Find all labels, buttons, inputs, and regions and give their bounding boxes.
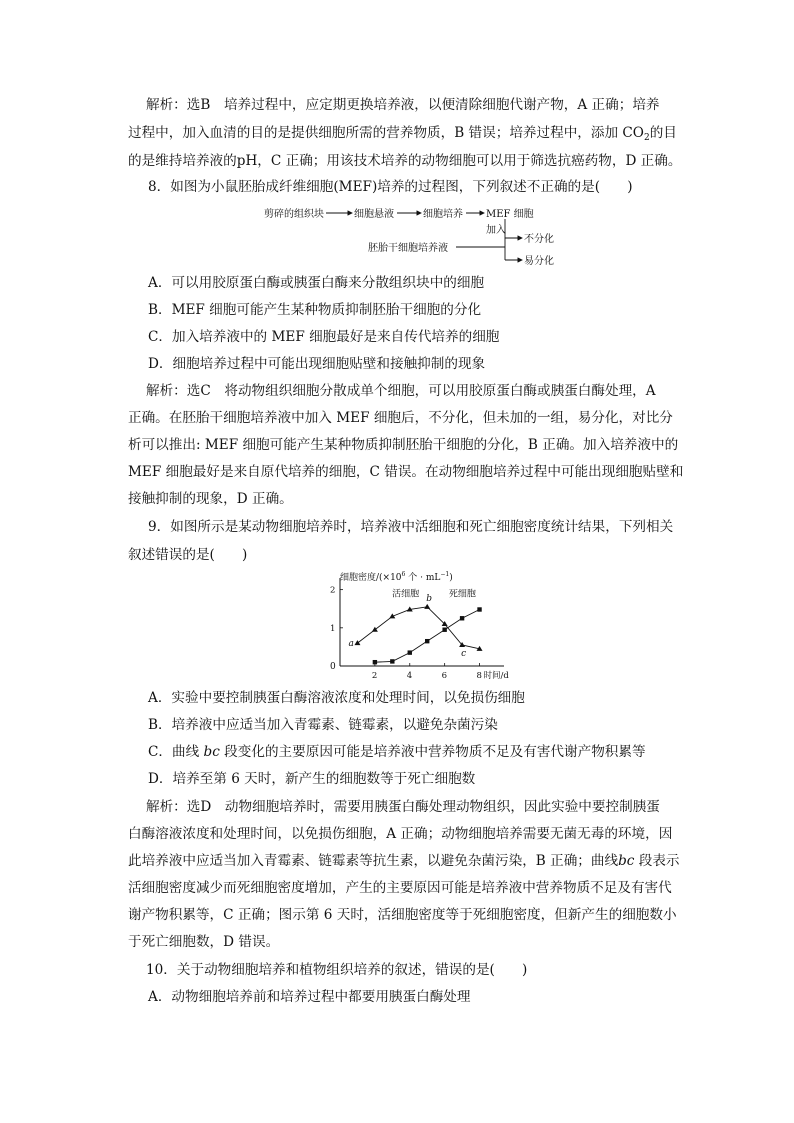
flow-node-esc-medium: 胚胎干细胞培养液 [368, 243, 448, 254]
dead-cell-point [442, 628, 446, 632]
q8-analysis-line4: MEF 细胞最好是来自原代培养的细胞，C 错误。在动物细胞培养过程中可能出现细胞贴壁和 [128, 464, 684, 480]
q9-stem-line1: 9．如图所示是某动物细胞培养时，培养液中活细胞和死亡细胞密度统计结果，下列相关 [148, 519, 674, 535]
q8-analysis-line2: 正确。在胚胎干细胞培养液中加入 MEF 细胞后，不分化，但未加的一组，易分化，对比分 [128, 410, 673, 426]
series-line-0 [357, 607, 479, 649]
q9-option-d: D．培养至第 6 天时，新产生的细胞数等于死亡细胞数 [148, 771, 476, 787]
analysis-q7-line3: 的是维持培养液的pH，C 正确；用该技术培养的动物细胞可以用于筛选抗癌药物，D 正确。 [128, 153, 682, 169]
point-label-c: c [461, 649, 467, 659]
flow-node-tissue: 剪碎的组织块 [264, 209, 324, 220]
x-tick-label: 6 [441, 671, 448, 681]
y-tick-label: 1 [330, 623, 336, 634]
dead-cell-point [390, 659, 394, 663]
point-label-a: a [348, 639, 354, 650]
q10-option-a: A．动物细胞培养前和培养过程中都要用胰蛋白酶处理 [148, 989, 471, 1005]
q8-option-b: B．MEF 细胞可能产生某种物质抑制胚胎干细胞的分化 [148, 302, 482, 318]
chart-ylabel: 细胞密度$/(\times 10^6$ 个 · $mL^{-1}$) [340, 571, 453, 583]
x-tick-label: 8 [476, 671, 482, 681]
live-cell-point [424, 604, 430, 609]
origin-label: 0 [330, 662, 336, 672]
legend-dead-cells: 死细胞 [448, 589, 476, 600]
q8-stem: 8．如图为小鼠胚胎成纤维细胞(MEF)培养的过程图，下列叙述不正确的是( ) [148, 179, 633, 195]
cell-density-chart [318, 568, 518, 686]
point-label-b: b [426, 593, 432, 604]
dead-cell-point [460, 616, 464, 620]
analysis-q7-line2: 过程中，加入血清的目的是提供细胞所需的营养物质，B 错误；培养过程中，添加 $CO_2$的目 [128, 125, 677, 143]
q9-option-a: A．实验中要控制胰蛋白酶溶液浓度和处理时间，以免损伤细胞 [148, 690, 525, 706]
x-tick-label: 2 [371, 671, 378, 681]
dead-cell-point [373, 660, 377, 664]
q9-analysis-line2: 白酶溶液浓度和处理时间，以免损伤细胞，A 正确；动物细胞培养需要无菌无毒的环境，因 [128, 826, 673, 842]
q9-stem-line2: 叙述错误的是( ) [128, 547, 248, 563]
q8-flow-diagram [260, 202, 590, 268]
y-tick-label: 2 [330, 585, 336, 596]
dead-cell-point [408, 650, 412, 654]
dead-cell-point [477, 607, 481, 611]
q8-analysis-line5: 接触抑制的现象，D 正确。 [128, 491, 293, 507]
dead-cell-point [425, 639, 429, 643]
flow-node-mef: MEF 细胞 [486, 209, 534, 220]
q8-option-a: A．可以用胶原蛋白酶或胰蛋白酶来分散组织块中的细胞 [148, 275, 485, 291]
x-axis-label: 时间/d [483, 671, 509, 681]
q10-stem: 10．关于动物细胞培养和植物组织培养的叙述，错误的是( ) [146, 962, 528, 978]
flow-result-notdiff: 不分化 [524, 234, 554, 245]
q8-analysis-line1: 解析：选C 将动物组织细胞分散成单个细胞，可以用胶原蛋白酶或胰蛋白酶处理，A [146, 383, 656, 399]
q8-option-d: D．细胞培养过程中可能出现细胞贴壁和接触抑制的现象 [148, 356, 486, 372]
analysis-q7-line1: 解析：选B 培养过程中，应定期更换培养液，以便清除细胞代谢产物，A 正确；培养 [146, 97, 660, 113]
q9-analysis-line6: 于死亡细胞数，D 错误。 [128, 934, 280, 950]
flow-result-easydiff: 易分化 [524, 256, 554, 267]
live-cell-point [372, 627, 378, 632]
q9-option-c: C．曲线 bc 段变化的主要原因可能是培养液中营养物质不足及有害代谢产物积累等 [148, 744, 646, 760]
q9-analysis-line1: 解析：选D 动物细胞培养时，需要用胰蛋白酶处理动物组织，因此实验中要控制胰蛋 [146, 799, 660, 815]
q8-option-c: C．加入培养液中的 MEF 细胞最好是来自传代培养的细胞 [148, 329, 500, 345]
q9-analysis-line4: 活细胞密度减少而死细胞密度增加，产生的主要原因可能是培养液中营养物质不足及有害代 [128, 880, 672, 896]
q9-analysis-line5: 谢产物积累等，C 正确；图示第 6 天时，活细胞密度等于死细胞密度，但新产生的细胞数小 [128, 907, 677, 923]
flow-node-suspension: 细胞悬液 [354, 209, 394, 220]
q8-analysis-line3: 析可以推出: MEF 细胞可能产生某种物质抑制胚胎干细胞的分化，B 正确。加入培养液中的 [128, 437, 679, 453]
q9-analysis-line3: 此培养液中应适当加入青霉素、链霉素等抗生素，以避免杂菌污染，B 正确；曲线bc 段表示 [128, 853, 680, 869]
q9-option-b: B．培养液中应适当加入青霉素、链霉素，以避免杂菌污染 [148, 717, 498, 733]
x-tick-label: 4 [406, 671, 413, 681]
flow-node-culture: 细胞培养 [423, 209, 463, 220]
legend-live-cells: 活细胞 [392, 589, 420, 600]
live-cell-point [354, 640, 360, 645]
flow-label-add: 加入 [486, 225, 506, 236]
